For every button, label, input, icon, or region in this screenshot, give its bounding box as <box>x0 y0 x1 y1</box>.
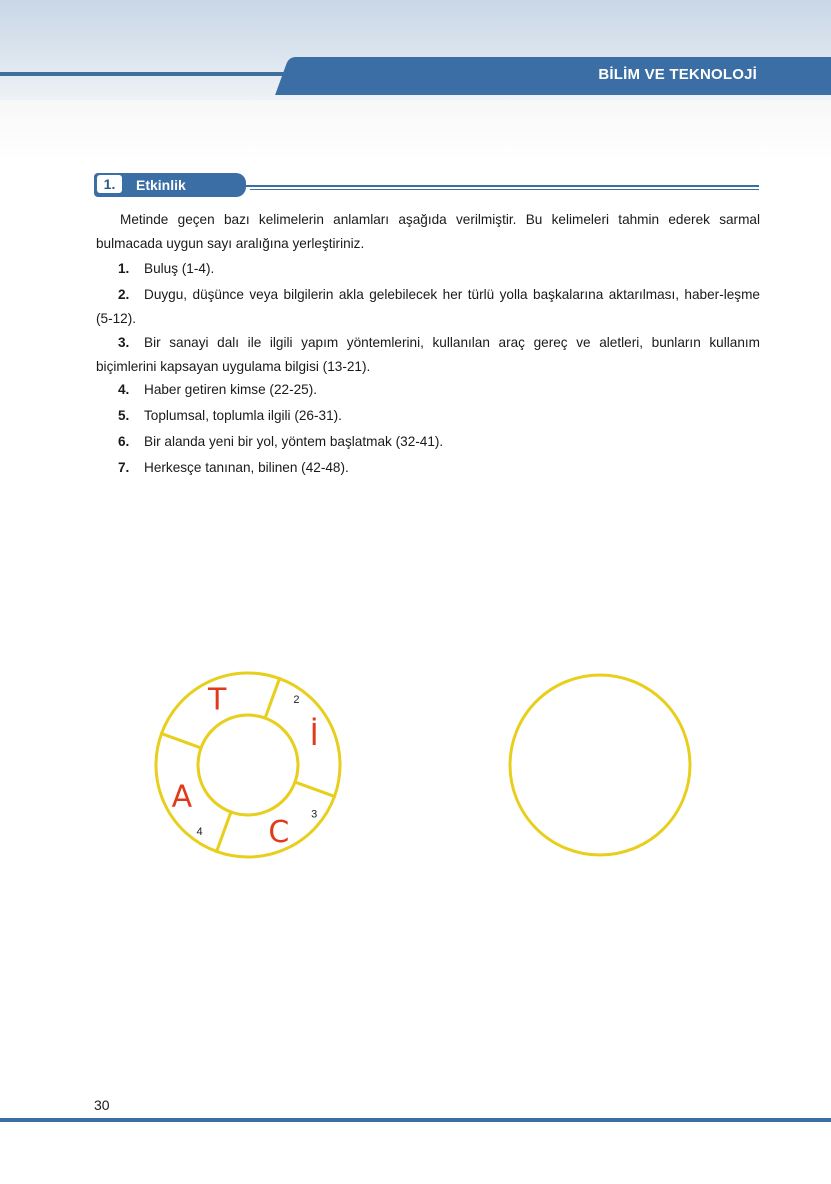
puzzle-letter: A <box>171 779 193 815</box>
footer-rule <box>0 1118 831 1122</box>
puzzle-number: 3 <box>311 808 318 821</box>
section-title: BİLİM VE TEKNOLOJİ <box>598 66 757 83</box>
activity-number: 1. <box>97 175 122 193</box>
clue-text: Bir sanayi dalı ile ilgili yapım yöntemlerini, kullanılan araç gereç ve aletleri, bunların kullanım biçimlerini kapsayan uygulama bilgisi (13-21). <box>96 335 760 374</box>
clue-text: Haber getiren kimse (22-25). <box>144 382 318 397</box>
clue-item <box>96 378 760 402</box>
clue-number: 3. <box>118 335 130 350</box>
clue-item <box>96 404 760 428</box>
clue-number: 6. <box>118 434 130 449</box>
clue-item <box>96 257 760 281</box>
clue-number: 7. <box>118 460 130 475</box>
page-number: 30 <box>94 1097 110 1113</box>
clue-item <box>96 331 760 379</box>
puzzle-number: 2 <box>293 693 300 706</box>
puzzle-number: 4 <box>196 826 203 839</box>
clue-number: 5. <box>118 408 130 423</box>
puzzle-letter: İ <box>309 717 319 753</box>
activity-rule-thin <box>250 189 759 190</box>
clue-number: 4. <box>118 382 130 397</box>
puzzle-letter: C <box>268 814 290 850</box>
clue-item <box>96 430 760 454</box>
activity-instructions: Metinde geçen bazı kelimelerin anlamları aşağıda verilmiştir. Bu kelimeleri tahmin ederek sarmal bulmacada uygun sayı aralığına yerleştiriniz. <box>96 212 760 251</box>
puzzle-letter: T <box>207 682 227 718</box>
clue-number: 2. <box>118 287 130 302</box>
clue-text: Duygu, düşünce veya bilgilerin akla gelebilecek her türlü yolla başkalarına aktarılması, haber-leşme (5-12). <box>96 287 760 326</box>
clue-number: 1. <box>118 261 130 276</box>
clue-item <box>96 456 760 480</box>
right-spiral <box>510 675 690 855</box>
activity-label: Etkinlik <box>136 177 186 193</box>
clue-text: Bir alanda yeni bir yol, yöntem başlatmak (32-41). <box>144 434 444 449</box>
spiral-puzzle <box>0 520 831 980</box>
clue-text: Toplumsal, toplumla ilgili (26-31). <box>144 408 342 423</box>
clue-text: Buluş (1-4). <box>144 261 215 276</box>
clue-text: Herkesçe tanınan, bilinen (42-48). <box>144 460 349 475</box>
header-rule <box>0 72 300 76</box>
left-spiral <box>156 673 340 857</box>
header-shadow <box>0 100 831 160</box>
clue-item <box>96 283 760 331</box>
